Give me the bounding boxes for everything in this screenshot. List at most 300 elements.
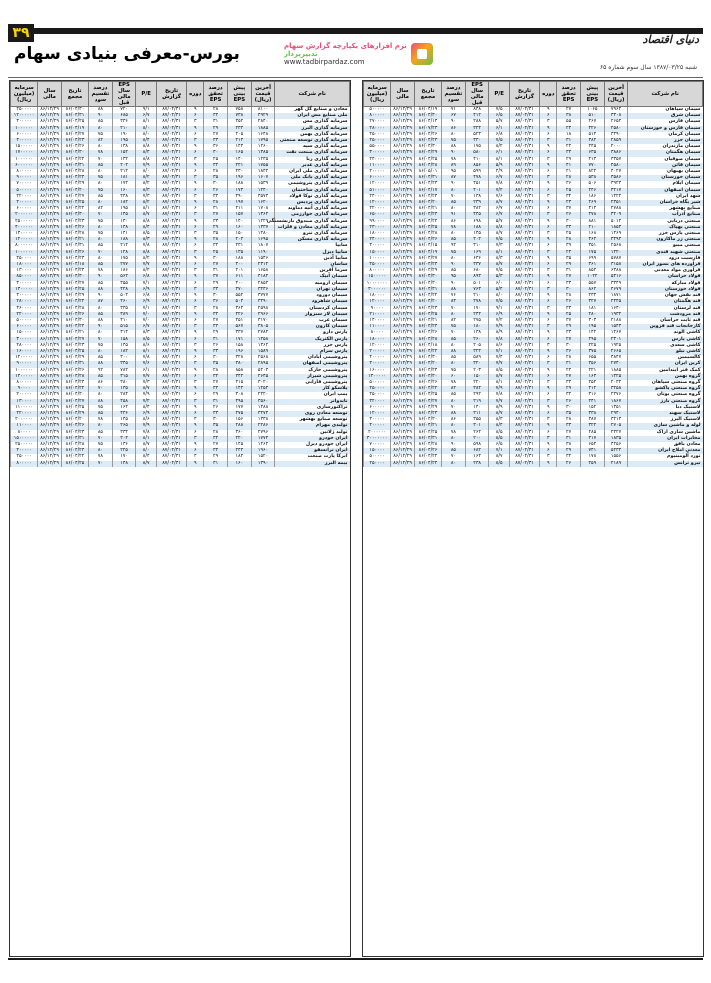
table-cell: ۷۵ xyxy=(442,250,466,256)
table-cell: ۸۷/۰۲/۳۱ xyxy=(156,219,187,225)
table-cell: ۲۳۸ xyxy=(465,461,489,467)
table-cell: ۸۷/۰۲/۳۱ xyxy=(509,318,540,324)
company-name-cell: سیمان شرق xyxy=(628,113,703,119)
table-cell: ۶/۱ xyxy=(489,126,509,132)
table-cell: ۸۶/۰۴/۲۶ xyxy=(414,330,441,336)
table-cell: ۱۸۲ xyxy=(112,200,136,206)
table-cell: ۲۶ xyxy=(557,399,581,405)
table-cell: ۸۶/۰۴/۲۴ xyxy=(61,380,88,386)
company-name-cell: گروه صنعتی بارز xyxy=(628,399,703,405)
table-cell: ۳۸۰ xyxy=(112,380,136,386)
table-cell: ۸۶/۰۴/۲۴ xyxy=(414,461,441,467)
table-cell: ۳۹ xyxy=(557,243,581,249)
table-cell: ۲۹ xyxy=(557,386,581,392)
table-cell: ۴۶۴ xyxy=(580,237,604,243)
page-header xyxy=(8,40,703,76)
table-cell: ۱۸۷۱ xyxy=(604,293,628,299)
table-cell: ۸۶/۱۲/۲۹ xyxy=(391,343,415,349)
table-cell: ۹۰ xyxy=(442,281,466,287)
table-cell: ۷۵ xyxy=(442,138,466,144)
table-cell: ۵۰۶ xyxy=(580,181,604,187)
table-cell: ۸/۳ xyxy=(136,330,156,336)
table-cell: ۶ xyxy=(540,448,557,454)
table-cell: ۲۷ xyxy=(204,442,228,448)
masthead: دنیای اقتصاد xyxy=(642,33,699,46)
table-cell: ۶ xyxy=(187,299,204,305)
table-cell: ۱۳۰۰۰۰۰ xyxy=(364,374,391,380)
table-cell: ۳۱ xyxy=(204,461,228,467)
table-cell: ۴۱ xyxy=(557,163,581,169)
table-cell: ۳۴۹۰ xyxy=(604,132,628,138)
table-cell: ۸۶/۱۲/۲۹ xyxy=(38,380,62,386)
company-name-cell: فرآوری مواد معدنی xyxy=(628,268,703,274)
table-cell: ۸۷/۰۲/۳۱ xyxy=(509,392,540,398)
table-cell: ۳ xyxy=(187,157,204,163)
table-cell: ۹۲ xyxy=(442,243,466,249)
table-cell: ۱۴۰ xyxy=(227,219,251,225)
table-cell: ۳۱ xyxy=(204,399,228,405)
table-cell: ۳۵۵ xyxy=(112,281,136,287)
table-cell: ۷۰ xyxy=(89,337,113,343)
table-cell: ۷/۱ xyxy=(489,349,509,355)
company-name-cell: سرمایه گذاری توسعه صنعتی xyxy=(275,138,350,144)
table-cell: ۲۵۰۰۰۰ xyxy=(11,107,38,114)
table-cell: ۸۶/۰۴/۲۲ xyxy=(61,454,88,460)
table-cell: ۶ xyxy=(540,299,557,305)
table-cell: ۴۰۰۰۰۰ xyxy=(11,200,38,206)
table-cell: ۲۳۰۰۰۰ xyxy=(364,225,391,231)
table-cell: ۸۶/۱۲/۲۹ xyxy=(38,256,62,262)
table-cell: ۳۷۷۷ xyxy=(251,293,275,299)
company-name-cell: سرمایه گذاری ملی ایران xyxy=(275,169,350,175)
table-cell: ۳۶۰۰۰۰ xyxy=(11,306,38,312)
table-cell: ۳ xyxy=(540,399,557,405)
table-cell: ۷/۳ xyxy=(489,243,509,249)
table-cell: ۱۸۴۲ xyxy=(251,169,275,175)
table-cell: ۳۳۴۹ xyxy=(604,281,628,287)
table-cell: ۸۷/۰۲/۳۱ xyxy=(509,380,540,386)
table-cell: ۵/۳ xyxy=(489,274,509,280)
table-cell: ۸۷/۰۲/۳۱ xyxy=(156,343,187,349)
table-cell: ۸۷/۰۲/۳۱ xyxy=(509,250,540,256)
table-cell: ۸۷/۰۲/۳۱ xyxy=(156,126,187,132)
table-cell: ۳۰ xyxy=(204,293,228,299)
table-cell: ۸/۵ xyxy=(489,430,509,436)
table-cell: ۷۵ xyxy=(89,442,113,448)
table-cell: ۱۹۳۲ xyxy=(604,312,628,318)
table-cell: ۳ xyxy=(540,287,557,293)
table-cell: ۸۶/۰۴/۲۸ xyxy=(414,442,441,448)
table-cell: ۳۴۲ xyxy=(227,374,251,380)
table-cell: ۸۶/۱۲/۲۹ xyxy=(391,349,415,355)
table-cell: ۸۷/۰۲/۳۱ xyxy=(156,448,187,454)
table-cell: ۲۷ xyxy=(204,132,228,138)
table-cell: ۸۷/۰۲/۳۱ xyxy=(509,293,540,299)
table-cell: ۱۸۸ xyxy=(227,181,251,187)
table-cell: ۲۹۵ xyxy=(580,337,604,343)
table-cell: ۸/۲ xyxy=(136,181,156,187)
table-cell: ۴۲۸ xyxy=(112,287,136,293)
table-cell: ۸۶/۰۴/۲۸ xyxy=(61,169,88,175)
table-cell: ۳۳۴ xyxy=(112,430,136,436)
company-name-cell: سرمایه گذاری سپه xyxy=(275,144,350,150)
table-cell: ۸۷/۰۲/۳۱ xyxy=(156,119,187,125)
table-cell: ۶/۸ xyxy=(489,132,509,138)
table-cell: ۶۸۲ xyxy=(465,448,489,454)
table-cell: ۴۵۰۰۰۰ xyxy=(364,392,391,398)
table-cell: ۸۷/۰۲/۳۱ xyxy=(156,268,187,274)
table-cell: ۸۶/۰۴/۲۹ xyxy=(61,181,88,187)
table-cell: ۸۵ xyxy=(89,281,113,287)
table-cell: ۹ xyxy=(540,386,557,392)
table-cell: ۴۰۰ xyxy=(227,281,251,287)
table-cell: ۱۷۹۵ xyxy=(251,138,275,144)
table-cell: ۸۵ xyxy=(89,163,113,169)
table-cell: ۸۶/۱۲/۲۹ xyxy=(38,188,62,194)
table-cell: ۸۶/۰۴/۲۷ xyxy=(61,399,88,405)
table-cell: ۸۷/۰۲/۳۱ xyxy=(156,256,187,262)
table-cell: ۴۲۶ xyxy=(580,126,604,132)
table-cell: ۱۴۵ xyxy=(227,442,251,448)
table-cell: ۸۶/۱۲/۲۹ xyxy=(38,175,62,181)
table-cell: ۶/۹ xyxy=(136,299,156,305)
table-cell: ۸۷/۰۲/۳۱ xyxy=(509,355,540,361)
company-name-cell: لاستیک البرز xyxy=(628,417,703,423)
company-name-cell: سایپا xyxy=(275,243,350,249)
table-cell: ۱۳۰۰۰۰ xyxy=(11,268,38,274)
table-cell: ۴۸۰۰۰۰ xyxy=(364,126,391,132)
table-cell: ۲۲۱ xyxy=(580,368,604,374)
table-cell: ۴۱۲ xyxy=(580,386,604,392)
table-cell: ۶ xyxy=(187,374,204,380)
table-cell: ۸۶/۱۲/۲۹ xyxy=(391,448,415,454)
table-cell: ۶ xyxy=(540,337,557,343)
table-cell: ۷/۰ xyxy=(136,312,156,318)
table-cell: ۸/۰ xyxy=(136,132,156,138)
table-cell: ۸۷/۰۲/۳۱ xyxy=(156,144,187,150)
table-cell: ۳۰۰۰۰۰ xyxy=(364,243,391,249)
table-cell: ۶ xyxy=(187,392,204,398)
table-cell: ۵۲۳ xyxy=(465,132,489,138)
table-cell: ۸۰۰۰۰۰ xyxy=(11,169,38,175)
table-cell: ۸/۸ xyxy=(136,219,156,225)
table-cell: ۱۲۰۰۰۰۰ xyxy=(11,355,38,361)
table-cell: ۳ xyxy=(187,268,204,274)
table-cell: ۸۷/۰۲/۳۱ xyxy=(509,405,540,411)
table-cell: ۳ xyxy=(540,268,557,274)
table-cell: ۸۷/۰۲/۳۱ xyxy=(509,454,540,460)
company-name-cell: سرمایه گذاری بانک ملی xyxy=(275,175,350,181)
table-cell: ۸۶/۰۴/۲۹ xyxy=(414,268,441,274)
table-cell: ۸۰ xyxy=(442,343,466,349)
table-cell: ۷۰ xyxy=(89,157,113,163)
stock-table-left xyxy=(9,80,351,957)
table-cell: ۱۳۶ xyxy=(112,442,136,448)
table-cell: ۶۸۵ xyxy=(112,113,136,119)
table-cell: ۹ xyxy=(187,293,204,299)
table-cell: ۲۸ xyxy=(204,368,228,374)
table-cell: ۳۱۵۸ xyxy=(604,262,628,268)
table-cell: ۷۰ xyxy=(89,436,113,442)
table-cell: ۶/۷ xyxy=(136,324,156,330)
table-cell: ۸۶/۱۲/۲۹ xyxy=(391,355,415,361)
table-cell: ۶/۰ xyxy=(489,281,509,287)
table-cell: ۱۶۰۰۰۰ xyxy=(364,368,391,374)
table-cell: ۳ xyxy=(187,287,204,293)
table-cell: ۳۰ xyxy=(557,405,581,411)
table-cell: ۸/۵ xyxy=(489,461,509,467)
table-cell: ۸۶/۰۴/۳۱ xyxy=(414,436,441,442)
table-cell: ۸۵ xyxy=(442,200,466,206)
table-cell: ۸۲ xyxy=(442,386,466,392)
table-cell: ۸۶/۱۲/۲۹ xyxy=(391,423,415,429)
table-cell: ۹ xyxy=(187,312,204,318)
table-cell: ۷۸ xyxy=(89,150,113,156)
table-cell: ۸۵ xyxy=(89,430,113,436)
table-cell: ۲۵۰۰۰۰ xyxy=(364,138,391,144)
table-cell: ۸۶/۰۴/۳۰ xyxy=(61,318,88,324)
table-cell: ۲۴ xyxy=(557,126,581,132)
table-cell: ۸۶/۰۴/۲۳ xyxy=(61,430,88,436)
table-cell: ۸۶/۰۴/۲۹ xyxy=(61,411,88,417)
table-cell: ۵۹۹ xyxy=(465,169,489,175)
table-cell: ۸۵ xyxy=(89,243,113,249)
table-cell: ۷۸ xyxy=(89,268,113,274)
table-cell: ۸۷/۰۲/۳۱ xyxy=(156,324,187,330)
table-cell: ۱۲۶۲ xyxy=(251,442,275,448)
table-cell: ۷/۵ xyxy=(489,138,509,144)
column-header: درصد تقسیم سود xyxy=(89,82,113,107)
table-cell: ۷/۵ xyxy=(489,299,509,305)
table-cell: ۴۵۰۰۰۰ xyxy=(364,132,391,138)
table-cell: ۶ xyxy=(540,113,557,119)
company-name-cell: فولاد خوزستان xyxy=(628,287,703,293)
table-cell: ۸۷/۰۲/۳۱ xyxy=(509,349,540,355)
table-cell: ۸/۸ xyxy=(136,144,156,150)
table-cell: ۷/۱ xyxy=(136,306,156,312)
table-cell: ۸۵ xyxy=(442,237,466,243)
table-cell: ۱۴۴۰ xyxy=(251,188,275,194)
table-cell: ۸۶/۰۴/۲۵ xyxy=(61,119,88,125)
table-cell: ۸۶/۰۴/۳۰ xyxy=(61,150,88,156)
table-cell: ۳۰۰۰۰۰ xyxy=(364,361,391,367)
table-cell: ۸۶/۱۲/۲۹ xyxy=(38,312,62,318)
table-cell: ۸۶/۰۴/۲۲ xyxy=(414,293,441,299)
table-cell: ۶/۹ xyxy=(136,287,156,293)
table-cell: ۷/۹ xyxy=(489,386,509,392)
table-cell: ۶ xyxy=(540,206,557,212)
table-cell: ۹۲ xyxy=(89,368,113,374)
table-cell: ۸۶/۰۴/۲۵ xyxy=(61,349,88,355)
table-cell: ۸۷/۰۲/۳۱ xyxy=(156,231,187,237)
table-cell: ۸۶/۰۴/۱۹ xyxy=(61,126,88,132)
table-cell: ۸۶/۰۴/۲۶ xyxy=(61,368,88,374)
table-cell: ۷/۸ xyxy=(136,355,156,361)
table-cell: ۲۹۶۶ xyxy=(251,312,275,318)
table-cell: ۸۶/۰۴/۲۵ xyxy=(414,225,441,231)
table-cell: ۸/۷ xyxy=(136,212,156,218)
table-cell: ۷/۱ xyxy=(489,448,509,454)
table-cell: ۲۲۵ xyxy=(112,448,136,454)
table-cell: ۸/۱ xyxy=(489,250,509,256)
table-cell: ۱۰۰۰۰۰۰ xyxy=(11,368,38,374)
table-cell: ۷/۸ xyxy=(136,243,156,249)
table-cell: ۶۰ xyxy=(442,374,466,380)
table-cell: ۸۶/۱۲/۲۹ xyxy=(391,163,415,169)
table-cell: ۸۶ xyxy=(89,380,113,386)
table-cell: ۲۷ xyxy=(204,380,228,386)
table-cell: ۲۷ xyxy=(557,107,581,114)
table-cell: ۱۴۲ xyxy=(580,330,604,336)
table-cell: ۸۶/۰۴/۲۲ xyxy=(61,157,88,163)
table-cell: ۲۹ xyxy=(204,454,228,460)
table-cell: ۸۶/۰۴/۲۰ xyxy=(414,361,441,367)
company-name-cell: شیر پگاه خراسان xyxy=(628,200,703,206)
table-cell: ۶۵۲ xyxy=(580,442,604,448)
table-cell: ۸۶/۰۴/۲۶ xyxy=(414,380,441,386)
table-cell: ۲۸۵ xyxy=(580,430,604,436)
table-cell: ۳۲۲ xyxy=(580,423,604,429)
table-cell: ۳ xyxy=(540,361,557,367)
table-cell: ۲۶۴ xyxy=(465,430,489,436)
table-cell: ۸۰ xyxy=(442,461,466,467)
table-cell: ۲۷ xyxy=(557,430,581,436)
table-cell: ۹۰ xyxy=(89,113,113,119)
table-cell: ۲۲ xyxy=(557,144,581,150)
table-cell: ۱۸۲ xyxy=(112,349,136,355)
table-cell: ۷۰ xyxy=(89,461,113,467)
company-name-cell: معادن بافق xyxy=(628,442,703,448)
table-cell: ۱۵۳۹ xyxy=(251,181,275,187)
table-cell: ۱۴۲۵ xyxy=(604,374,628,380)
table-cell: ۸۷/۰۲/۳۱ xyxy=(156,262,187,268)
table-cell: ۸۶/۰۴/۲۲ xyxy=(61,206,88,212)
table-cell: ۴۰۱ xyxy=(465,188,489,194)
table-cell: ۹ xyxy=(540,256,557,262)
table-cell: ۷/۲ xyxy=(489,188,509,194)
table-cell: ۵۰۰۰۰۰ xyxy=(11,188,38,194)
table-cell: ۸۶/۰۴/۱۹ xyxy=(414,107,441,114)
company-name-cell: پتروشیمی اصفهان xyxy=(275,361,350,367)
table-cell: ۸۶/۰۴/۲۵ xyxy=(414,392,441,398)
table-cell: ۱۸۵۳ xyxy=(604,225,628,231)
table-cell: ۶۰۰۰۰۰ xyxy=(364,175,391,181)
table-cell: ۲۹۲ xyxy=(465,392,489,398)
table-cell: ۲۷ xyxy=(204,262,228,268)
table-cell: ۳۲۱۳ xyxy=(604,417,628,423)
table-cell: ۳۰۰۰۰۰ xyxy=(11,119,38,125)
table-cell: ۸۷/۰۲/۳۱ xyxy=(509,150,540,156)
table-cell: ۱۶۳ xyxy=(580,374,604,380)
table-cell: ۵۱۰۰۰۰ xyxy=(364,188,391,194)
company-name-cell: گروه صنعتی سپاهان xyxy=(628,380,703,386)
table-cell: ۱۳۵۱ xyxy=(604,405,628,411)
table-cell: ۷۰ xyxy=(89,386,113,392)
table-cell: ۲۱۰ xyxy=(580,225,604,231)
table-cell: ۹/۱ xyxy=(489,306,509,312)
table-cell: ۶ xyxy=(187,430,204,436)
logo-line1: نرم افزارهای یکپارچه گزارش سهام xyxy=(284,42,407,50)
table-cell: ۱۷۱ xyxy=(227,337,251,343)
table-cell: ۲۸ xyxy=(204,237,228,243)
table-cell: ۸۷/۰۲/۳۱ xyxy=(509,306,540,312)
table-cell: ۸۶/۱۲/۲۹ xyxy=(391,411,415,417)
table-cell: ۳ xyxy=(187,175,204,181)
table-cell: ۶۱۱ xyxy=(227,274,251,280)
table-cell: ۴۷۵ xyxy=(227,411,251,417)
table-cell: ۸۶/۱۲/۲۹ xyxy=(38,119,62,125)
table-cell: ۳۲۴ xyxy=(465,126,489,132)
table-cell: ۲۹ xyxy=(557,448,581,454)
table-cell: ۶۹۸ xyxy=(465,219,489,225)
table-cell: ۶ xyxy=(187,355,204,361)
table-cell: ۲۱۹ xyxy=(465,399,489,405)
table-cell: ۸۶/۱۲/۲۹ xyxy=(38,231,62,237)
table-cell: ۵۰۰۰۰۰ xyxy=(364,454,391,460)
table-cell: ۱۱۰۰۰۰۰ xyxy=(11,405,38,411)
table-cell: ۴۳۶ xyxy=(112,411,136,417)
table-cell: ۱۲۸۰ xyxy=(251,231,275,237)
table-cell: ۸/۲ xyxy=(136,175,156,181)
table-cell: ۱۹۶ xyxy=(227,175,251,181)
table-cell: ۳ xyxy=(187,436,204,442)
table-cell: ۸۶/۱۲/۲۹ xyxy=(38,368,62,374)
company-name-cell: پارس الکتریک xyxy=(275,337,350,343)
table-cell: ۸۵ xyxy=(89,312,113,318)
table-cell: ۱۵۵۶ xyxy=(604,454,628,460)
table-cell: ۲۴۴ xyxy=(227,448,251,454)
table-cell: ۹۰ xyxy=(442,262,466,268)
table-cell: ۶/۸ xyxy=(136,293,156,299)
table-cell: ۸۶/۱۲/۲۹ xyxy=(38,138,62,144)
table-cell: ۱۴۸ xyxy=(112,225,136,231)
column-header: دوره xyxy=(540,82,557,107)
table-cell: ۲۰۴ xyxy=(112,436,136,442)
table-cell: ۳۲ xyxy=(557,392,581,398)
table-cell: ۸۶/۰۴/۲۳ xyxy=(414,212,441,218)
table-cell: ۶ xyxy=(187,132,204,138)
table-cell: ۷۰ xyxy=(442,306,466,312)
table-cell: ۸۷/۰۲/۳۱ xyxy=(156,454,187,460)
table-cell: ۸۶/۰۴/۲۱ xyxy=(61,330,88,336)
table-cell: ۲۸ xyxy=(204,306,228,312)
company-name-cell: ملی صنایع مس ایران xyxy=(275,113,350,119)
company-name-cell: کاشی الوند xyxy=(628,330,703,336)
table-cell: ۱۴۴ xyxy=(227,144,251,150)
table-cell: ۱۵۰۰۰۰۰ xyxy=(11,144,38,150)
company-name-cell: معادن و صنایع گل گهر xyxy=(275,107,350,114)
company-name-cell: فولاد خراسان xyxy=(628,274,703,280)
table-cell: ۸۷/۰۲/۳۱ xyxy=(509,126,540,132)
table-cell: ۴۴۰۰۰۰ xyxy=(364,157,391,163)
table-cell: ۳۷ xyxy=(557,318,581,324)
table-cell: ۶ xyxy=(187,262,204,268)
table-cell: ۳۰۰۰۰۰۰۰ xyxy=(364,436,391,442)
table-cell: ۴۱۲ xyxy=(465,113,489,119)
column-header: تاریخ مجمع xyxy=(61,82,88,107)
table-cell: ۱۴۰۰۰۰ xyxy=(364,318,391,324)
table-cell: ۷/۲ xyxy=(489,318,509,324)
table-cell: ۹ xyxy=(187,144,204,150)
table-cell: ۱۴۵۸ xyxy=(251,337,275,343)
table-cell: ۱۹۶ xyxy=(227,349,251,355)
table-cell: ۲۶ xyxy=(557,212,581,218)
table-cell: ۸۶/۰۴/۳۰ xyxy=(61,392,88,398)
table-cell: ۸۶/۱۲/۲۹ xyxy=(38,163,62,169)
company-name-cell: پتروشیمی شیراز xyxy=(275,374,350,380)
table-cell: ۶۰۰۰۰۰۰ xyxy=(11,163,38,169)
table-cell: ۶/۹ xyxy=(136,411,156,417)
